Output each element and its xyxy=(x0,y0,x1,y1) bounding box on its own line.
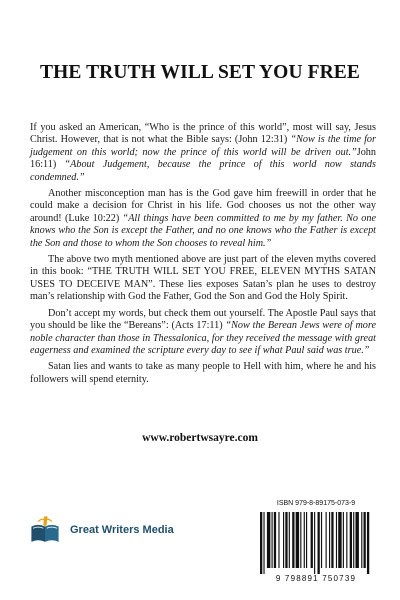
barcode-bar xyxy=(353,512,354,568)
isbn-barcode xyxy=(254,500,378,586)
barcode-bar xyxy=(361,512,362,568)
barcode-bar xyxy=(314,512,315,574)
blurb-paragraph-1 xyxy=(30,122,376,184)
barcode-bar xyxy=(326,512,327,568)
barcode-bar xyxy=(364,512,366,568)
blurb xyxy=(30,122,376,390)
isbn-label: ISBN 979-8-89175-073-9 xyxy=(276,500,356,507)
barcode-bar xyxy=(289,512,290,568)
blurb-paragraph-5: Satan lies and wants to take as many people to Hell with him, where he and his followers will spend eternity. xyxy=(30,361,376,385)
barcode-bar xyxy=(350,512,352,568)
blurb-paragraph-2 xyxy=(30,188,376,250)
barcode-bar xyxy=(367,512,369,574)
open-book-pen-icon xyxy=(28,513,62,547)
p1-quote-john-12-31: “Now is the time for judgement on this world; now the prince of this world will be driven out.” xyxy=(30,134,376,158)
barcode-bar xyxy=(318,512,320,574)
book-title: THE TRUTH WILL SET YOU FREE xyxy=(39,62,361,83)
p1-text-2: John 16:11) xyxy=(30,146,376,171)
blurb-paragraph-4 xyxy=(30,308,376,358)
p2-text: Another misconception man has is the God gave him freewill in order that he could make a decision for Christ in his life. God chooses us not the other way around! (Luke 10:22) xyxy=(30,188,376,224)
blurb-paragraph-3: The above two myth mentioned above are just part of the eleven myths covered in this book: “THE TRUTH WILL SET YOU FREE, ELEVEN MYTHS SATAN USES TO DECEIVE MAN”. These lies exposes Satan’s plan he uses to destroy man’s relationship with God the Father, God the Son and God the Holy Spirit. xyxy=(30,254,376,303)
barcode-bar xyxy=(329,512,330,568)
barcode-bars xyxy=(258,512,374,574)
p1-quote-john-16-11: “About Judgement, because the prince of this world now stands condemned.” xyxy=(30,159,376,183)
p2-quote-luke-10-22: “All things have been committed to me by my father. No one knows who the Son is except the Father, and no one knows who the Father is except the Son and those to whom the Son chooses to reveal him.” xyxy=(30,212,376,249)
barcode-bar xyxy=(278,512,279,568)
barcode-bar xyxy=(296,512,299,568)
barcode-bar xyxy=(283,512,284,568)
barcode-bar xyxy=(285,512,287,568)
publisher-name: Great Writers Media xyxy=(70,524,174,536)
barcode-bar xyxy=(321,512,322,568)
barcode-bar xyxy=(343,512,344,568)
barcode-digits: 9 798891 750739 xyxy=(275,574,357,583)
p1-text: If you asked an American, “Who is the prince of this world”, most will say, Jesus Christ. However, that is not what the Bible says: (John 12:31) xyxy=(30,122,376,146)
barcode-bar xyxy=(260,512,262,574)
author-website: www.robertwsayre.com xyxy=(142,432,258,444)
barcode-bar xyxy=(311,512,313,568)
publisher-block xyxy=(28,510,174,550)
barcode-bar xyxy=(338,512,341,568)
barcode-bar xyxy=(274,512,276,568)
barcode-bar xyxy=(331,512,333,568)
p4-text: Don’t accept my words, but check them out yourself. The Apostle Paul says that you should be like the “Bereans”: (Acts 17:11) xyxy=(30,307,376,332)
barcode-bar xyxy=(272,512,273,568)
barcode-bar xyxy=(267,512,270,568)
barcode-bar xyxy=(336,512,337,568)
barcode-bar xyxy=(292,512,294,568)
barcode-bar xyxy=(304,512,305,568)
barcode-bar xyxy=(300,512,301,568)
barcode-bar xyxy=(263,512,264,574)
barcode-bar xyxy=(306,512,307,568)
barcode-bar xyxy=(355,512,358,568)
barcode-bar xyxy=(346,512,347,568)
p4-quote-acts-17-11: “Now the Berean Jews were of more noble character than those in Thessalonica, for they received the message with great eagerness and examined the scripture every day to see if what Paul said was true.” xyxy=(30,320,377,356)
